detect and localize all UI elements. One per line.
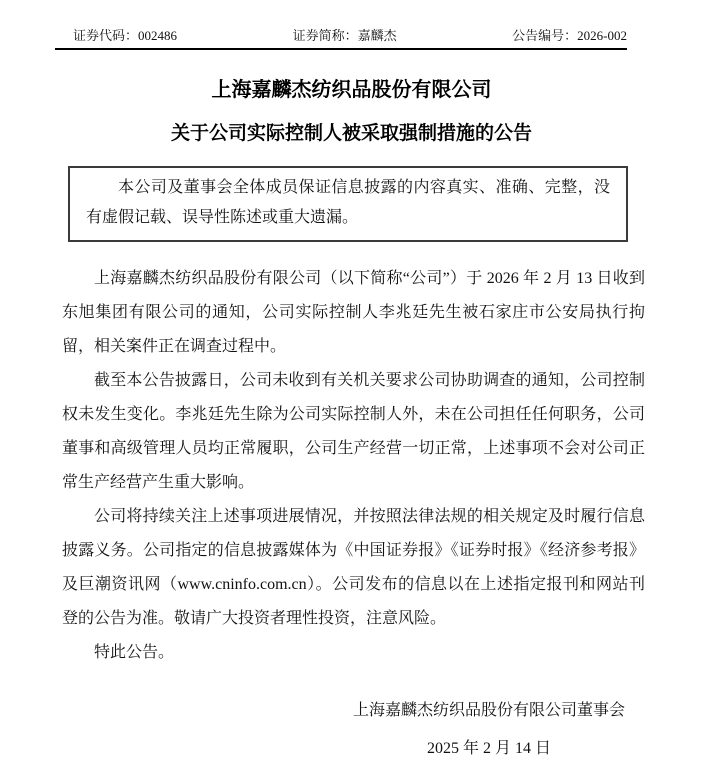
announcement-number: 公告编号：2026-002 [512, 28, 627, 43]
signature-company: 上海嘉麟杰纺织品股份有限公司董事会 [352, 702, 625, 719]
document-body [62, 262, 645, 670]
stock-code: 证券代码：002486 [73, 28, 178, 43]
disclaimer-box [68, 166, 628, 242]
document-header [55, 28, 627, 43]
company-title: 上海嘉麟杰纺织品股份有限公司 [211, 79, 492, 101]
closing-statement: 特此公告。 [94, 644, 175, 661]
body-paragraph-2: 截至本公告披露日，公司未收到有关机关要求公司协助调查的通知，公司控制权未发生变化。李兆廷先生除为公司实际控制人外，未在公司担任任何职务，公司董事和高级管理人员均正常履职，公司生产经营一切正常，上述事项不会对公司正常生产经营产生重大影响。 [62, 372, 645, 491]
body-paragraph-1: 上海嘉麟杰纺织品股份有限公司（以下简称“公司”）于 2026 年 2 月 13 日收到东旭集团有限公司的通知，公司实际控制人李兆廷先生被石家庄市公安局执行拘留，相关案件正在调查过程中。 [62, 270, 645, 355]
body-paragraph-3: 公司将持续关注上述事项进展情况，并按照法律法规的相关规定及时履行信息披露义务。公司指定的信息披露媒体为《中国证券报》《证券时报》《经济参考报》及巨潮资讯网（www.cninfo.com.cn）。公司发布的信息以在上述指定报刊和网站刊登的公告为准。敬请广大投资者理性投资，注意风险。 [62, 508, 645, 627]
signature-block [353, 694, 625, 766]
signature-date: 2025 年 2 月 14 日 [426, 740, 551, 757]
disclaimer-text: 本公司及董事会全体成员保证信息披露的内容真实、准确、完整，没有虚假记载、误导性陈述或重大遗漏。 [86, 179, 610, 226]
announcement-title: 关于公司实际控制人被采取强制措施的公告 [170, 123, 532, 144]
stock-short-name: 证券简称：嘉麟杰 [292, 28, 397, 43]
header-divider [55, 28, 627, 50]
